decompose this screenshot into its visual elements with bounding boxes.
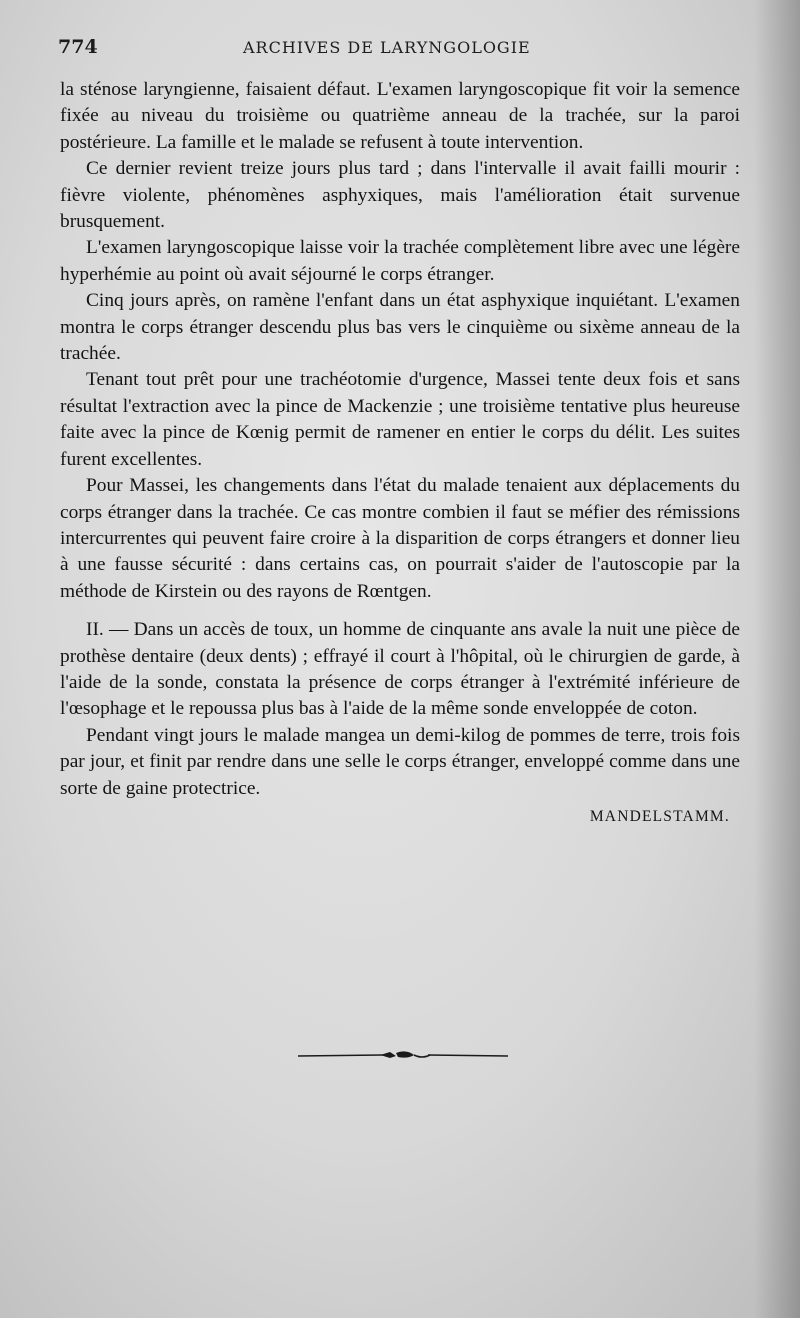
paragraph-2: Ce dernier revient treize jours plus tard ; dans l'intervalle il avait failli mourir : fièvre violente, phénomènes asphyxiques, mais l'amélioration était survenue brusquement. <box>60 158 740 233</box>
paragraph-4: Cinq jours après, on ramène l'enfant dans un état asphyxique inquiétant. L'examen montra le corps étranger descendu plus bas vers le cinquième ou sixème anneau de la trachée. <box>60 290 740 365</box>
paragraph-1: la sténose laryngienne, faisaient défaut. L'examen laryngoscopique fit voir la semence fixée au niveau du troisième ou quatrième anneau de la trachée, sur la paroi postérieure. La famille et le malade se refusent à toute intervention. <box>60 79 740 153</box>
article-body <box>60 77 740 830</box>
page-edge-shadow <box>754 0 800 1318</box>
paragraph-7: II. — Dans un accès de toux, un homme de cinquante ans avale la nuit une pièce de prothèse dentaire (deux dents) ; effrayé il court à l'hôpital, où le chirurgien de garde, à l'aide de la sonde, constata la présence de corps étranger à l'extrémité inférieure de l'œsophage et le repoussa plus bas à l'aide de la même sonde enveloppée de coton. <box>60 619 740 720</box>
page-number: 774 <box>58 36 98 58</box>
paragraph-5: Tenant tout prêt pour une trachéotomie d'urgence, Massei tente deux fois et sans résultat l'extraction avec la pince de Mackenzie ; une troisième tentative plus heureuse faite avec la pince de Kœnig permit de ramener en entier le corps du délit. Les suites furent excellentes. <box>60 369 740 470</box>
rule-ornament-icon <box>298 1047 508 1063</box>
running-title: ARCHIVES DE LARYNGOLOGIE <box>243 38 531 57</box>
paragraph-6: Pour Massei, les changements dans l'état du malade tenaient aux déplacements du corps étranger dans la trachée. Ce cas montre combien il faut se méfier des rémissions intercurrentes qui peuvent faire croire à la disparition de corps étrangers et donner lieu à une fausse sécurité : dans certains cas, on pourrait s'aider de l'autoscopie par la méthode de Kirstein ou des rayons de Rœntgen. <box>60 475 740 602</box>
author-signature: MANDELSTAMM. <box>589 807 730 825</box>
page-header <box>58 34 748 64</box>
paragraph-8: Pendant vingt jours le malade mangea un demi-kilog de pommes de terre, trois fois par jour, et finit par rendre dans une selle le corps étranger, enveloppé comme dans une sorte de gaine protectrice. <box>60 724 740 799</box>
paragraph-3: L'examen laryngoscopique laisse voir la trachée complètement libre avec une légère hyperhémie au point où avait séjourné le corps étranger. <box>60 237 740 285</box>
